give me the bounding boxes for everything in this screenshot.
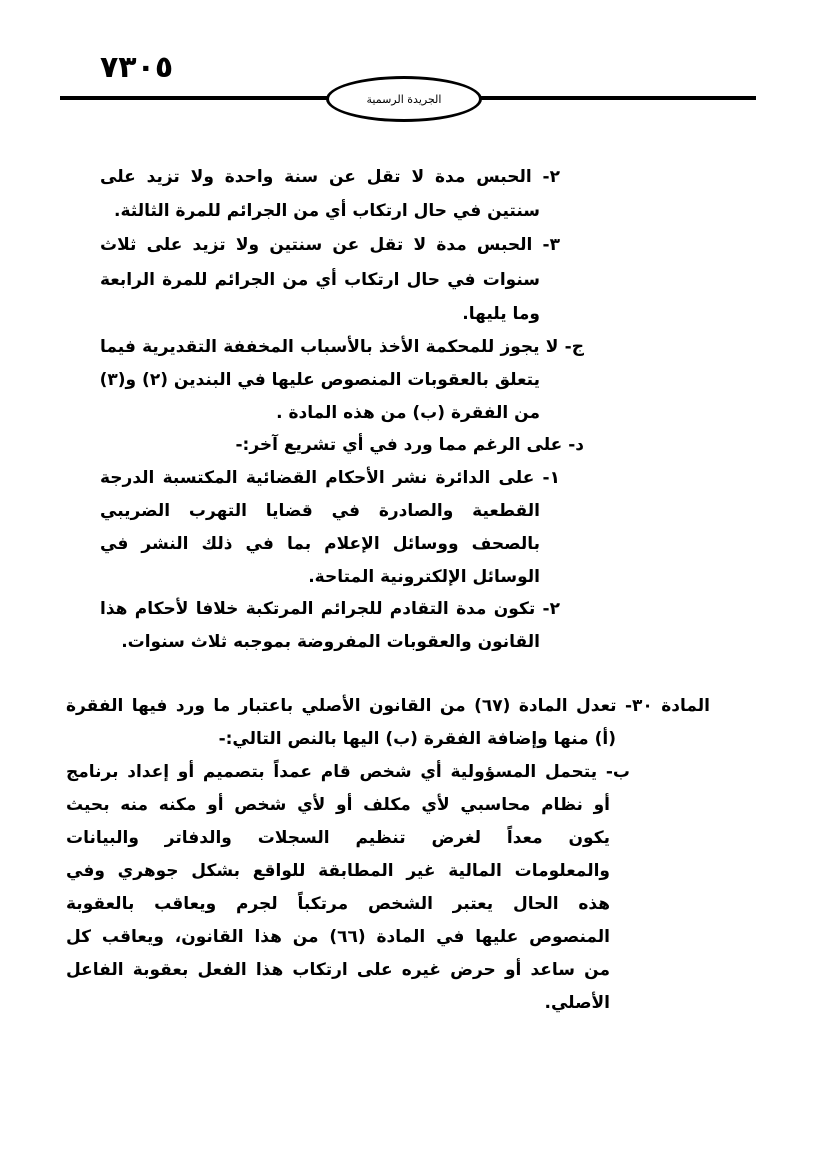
- text-line: أو نظام محاسبي لأي مكلف أو لأي شخص أو مكنه منه بحيث: [66, 795, 610, 815]
- text-line: هذه الحال يعتبر الشخص مرتكباً لجرم ويعاقب بالعقوبة: [66, 894, 610, 914]
- text-line: ج- لا يجوز للمحكمة الأخذ بالأسباب المخففة التقديرية فيما: [100, 337, 584, 357]
- text-line: ٣- الحبس مدة لا تقل عن سنتين ولا تزيد على ثلاث: [100, 235, 560, 255]
- text-line: ١- على الدائرة نشر الأحكام القضائية المكتسبة الدرجة: [100, 468, 560, 488]
- header-rule-left: [60, 96, 330, 100]
- text-line: سنوات في حال ارتكاب أي من الجرائم للمرة الرابعة: [100, 270, 540, 290]
- text-line: القطعية والصادرة في قضايا التهرب الضريبي: [100, 501, 540, 521]
- text-line: الأصلي.: [544, 993, 610, 1013]
- text-line: يتعلق بالعقوبات المنصوص عليها في البندين (٢) و(٣): [99, 370, 540, 390]
- gazette-title: الجريدة الرسمية: [366, 92, 442, 106]
- header-rule-right: [480, 96, 756, 100]
- text-line: (أ) منها وإضافة الفقرة (ب) اليها بالنص التالي:-: [218, 729, 616, 749]
- text-line: د- على الرغم مما ورد في أي تشريع آخر:-: [235, 435, 584, 455]
- text-line: القانون والعقوبات المفروضة بموجبه ثلاث سنوات.: [121, 632, 540, 652]
- text-line: ٢- الحبس مدة لا تقل عن سنة واحدة ولا تزيد على: [100, 167, 560, 187]
- page-number: ٧٣٠٥: [100, 50, 174, 85]
- text-line: سنتين في حال ارتكاب أي من الجرائم للمرة الثالثة.: [113, 201, 540, 221]
- text-line: ب- يتحمل المسؤولية أي شخص قام عمداً بتصميم أو إعداد برنامج: [66, 762, 630, 782]
- text-line: بالصحف ووسائل الإعلام بما في ذلك النشر في: [100, 534, 540, 554]
- text-line: المنصوص عليها في المادة (٦٦) من هذا القانون، ويعاقب كل: [66, 927, 610, 947]
- gazette-title-oval: [326, 76, 482, 122]
- text-line: والمعلومات المالية غير المطابقة للواقع بشكل جوهري وفي: [66, 861, 610, 881]
- text-line: وما يليها.: [462, 304, 540, 324]
- text-line: من الفقرة (ب) من هذه المادة .: [276, 403, 540, 423]
- text-line: الوسائل الإلكترونية المتاحة.: [308, 567, 540, 587]
- text-line: من ساعد أو حرض غيره على ارتكاب هذا الفعل بعقوبة الفاعل: [66, 960, 610, 980]
- text-line: يكون معداً لغرض تنظيم السجلات والدفاتر والبيانات: [66, 828, 610, 848]
- text-line: المادة ٣٠- تعدل المادة (٦٧) من القانون الأصلي باعتبار ما ورد فيها الفقرة: [66, 696, 710, 716]
- text-line: ٢- تكون مدة التقادم للجرائم المرتكبة خلافا لأحكام هذا: [100, 599, 560, 619]
